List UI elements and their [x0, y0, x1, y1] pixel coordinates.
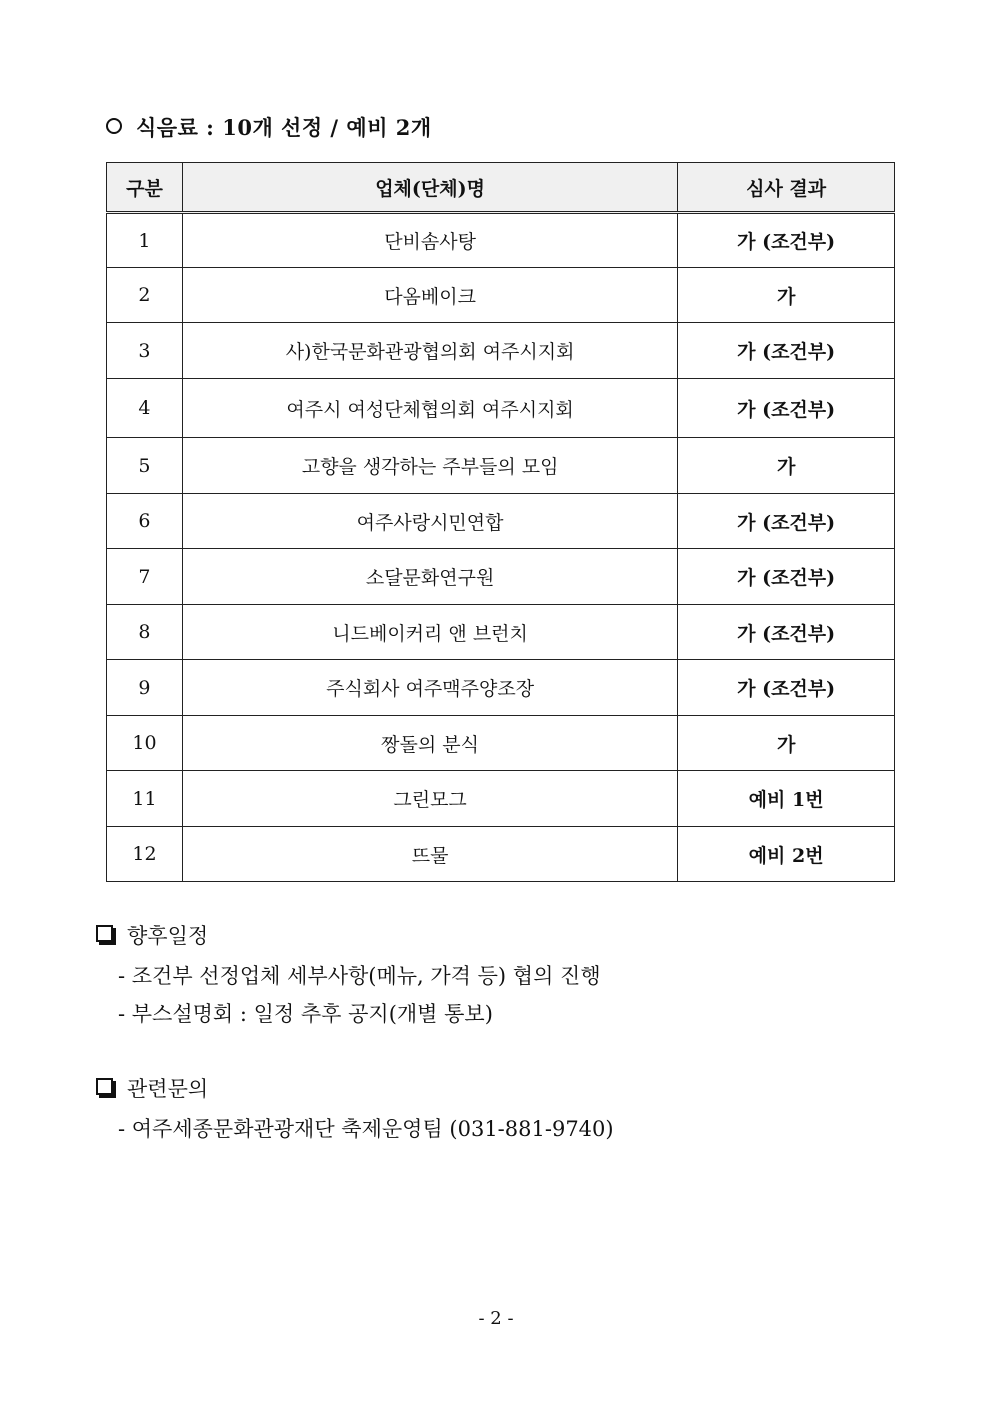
- row-result: 가 (조건부): [678, 549, 895, 605]
- row-result: 가: [678, 716, 895, 771]
- table-row: [107, 379, 895, 438]
- row-company-name: 그린모그: [182, 771, 677, 827]
- table-row: [107, 323, 895, 379]
- row-number: 6: [107, 494, 183, 549]
- row-number: 12: [107, 827, 183, 882]
- table-row: [107, 213, 895, 268]
- row-result: 가 (조건부): [678, 379, 895, 438]
- row-company-name: 주식회사 여주맥주양조장: [182, 660, 677, 716]
- circle-bullet-icon: [106, 118, 122, 134]
- checkbox-square-icon: [96, 925, 113, 942]
- table-row: [107, 549, 895, 605]
- row-company-name: 여주사랑시민연합: [182, 494, 677, 549]
- header-review-result: 심사 결과: [678, 163, 895, 213]
- row-company-name: 다옴베이크: [182, 268, 677, 323]
- row-result: 가 (조건부): [678, 660, 895, 716]
- schedule-item: - 조건부 선정업체 세부사항(메뉴, 가격 등) 협의 진행: [118, 964, 601, 988]
- inquiry-heading-text: 관련문의: [127, 1077, 209, 1101]
- row-result: 가 (조건부): [678, 323, 895, 379]
- inquiry-heading: [96, 1073, 208, 1103]
- page-number: - 2 -: [478, 1308, 514, 1329]
- row-result: 가 (조건부): [678, 494, 895, 549]
- row-result: 가 (조건부): [678, 213, 895, 268]
- row-result: 가: [678, 268, 895, 323]
- row-number: 2: [107, 268, 183, 323]
- table-row: [107, 771, 895, 827]
- row-company-name: 니드베이커리 앤 브런치: [182, 605, 677, 660]
- row-number: 4: [107, 379, 183, 438]
- row-number: 7: [107, 549, 183, 605]
- section-title: [106, 112, 432, 142]
- table-row: [107, 438, 895, 494]
- table-row: [107, 268, 895, 323]
- table-row: [107, 660, 895, 716]
- row-result: 가: [678, 438, 895, 494]
- row-company-name: 여주시 여성단체협의회 여주시지회: [182, 379, 677, 438]
- selection-result-table: [106, 162, 895, 882]
- header-company-name: 업체(단체)명: [182, 163, 677, 213]
- row-company-name: 짱돌의 분식: [182, 716, 677, 771]
- schedule-item: - 부스설명회 : 일정 추후 공지(개별 통보): [118, 1002, 493, 1026]
- table-row: [107, 827, 895, 882]
- table-row: [107, 494, 895, 549]
- row-number: 9: [107, 660, 183, 716]
- row-number: 11: [107, 771, 183, 827]
- row-result: 예비 2번: [678, 827, 895, 882]
- schedule-heading-text: 향후일정: [127, 924, 209, 948]
- row-number: 1: [107, 213, 183, 268]
- table-header-row: [107, 163, 895, 213]
- row-company-name: 고향을 생각하는 주부들의 모임: [182, 438, 677, 494]
- row-number: 10: [107, 716, 183, 771]
- table-row: [107, 716, 895, 771]
- row-company-name: 소달문화연구원: [182, 549, 677, 605]
- checkbox-square-icon: [96, 1078, 113, 1095]
- row-number: 5: [107, 438, 183, 494]
- header-number: 구분: [107, 163, 183, 213]
- table-row: [107, 605, 895, 660]
- schedule-heading: [96, 920, 208, 950]
- row-company-name: 뜨물: [182, 827, 677, 882]
- row-number: 8: [107, 605, 183, 660]
- row-result: 예비 1번: [678, 771, 895, 827]
- row-result: 가 (조건부): [678, 605, 895, 660]
- row-number: 3: [107, 323, 183, 379]
- inquiry-item: - 여주세종문화관광재단 축제운영팀 (031-881-9740): [118, 1117, 614, 1141]
- row-company-name: 단비솜사탕: [182, 213, 677, 268]
- row-company-name: 사)한국문화관광협의회 여주시지회: [182, 323, 677, 379]
- section-title-text: 식음료 : 10개 선정 / 예비 2개: [136, 115, 432, 140]
